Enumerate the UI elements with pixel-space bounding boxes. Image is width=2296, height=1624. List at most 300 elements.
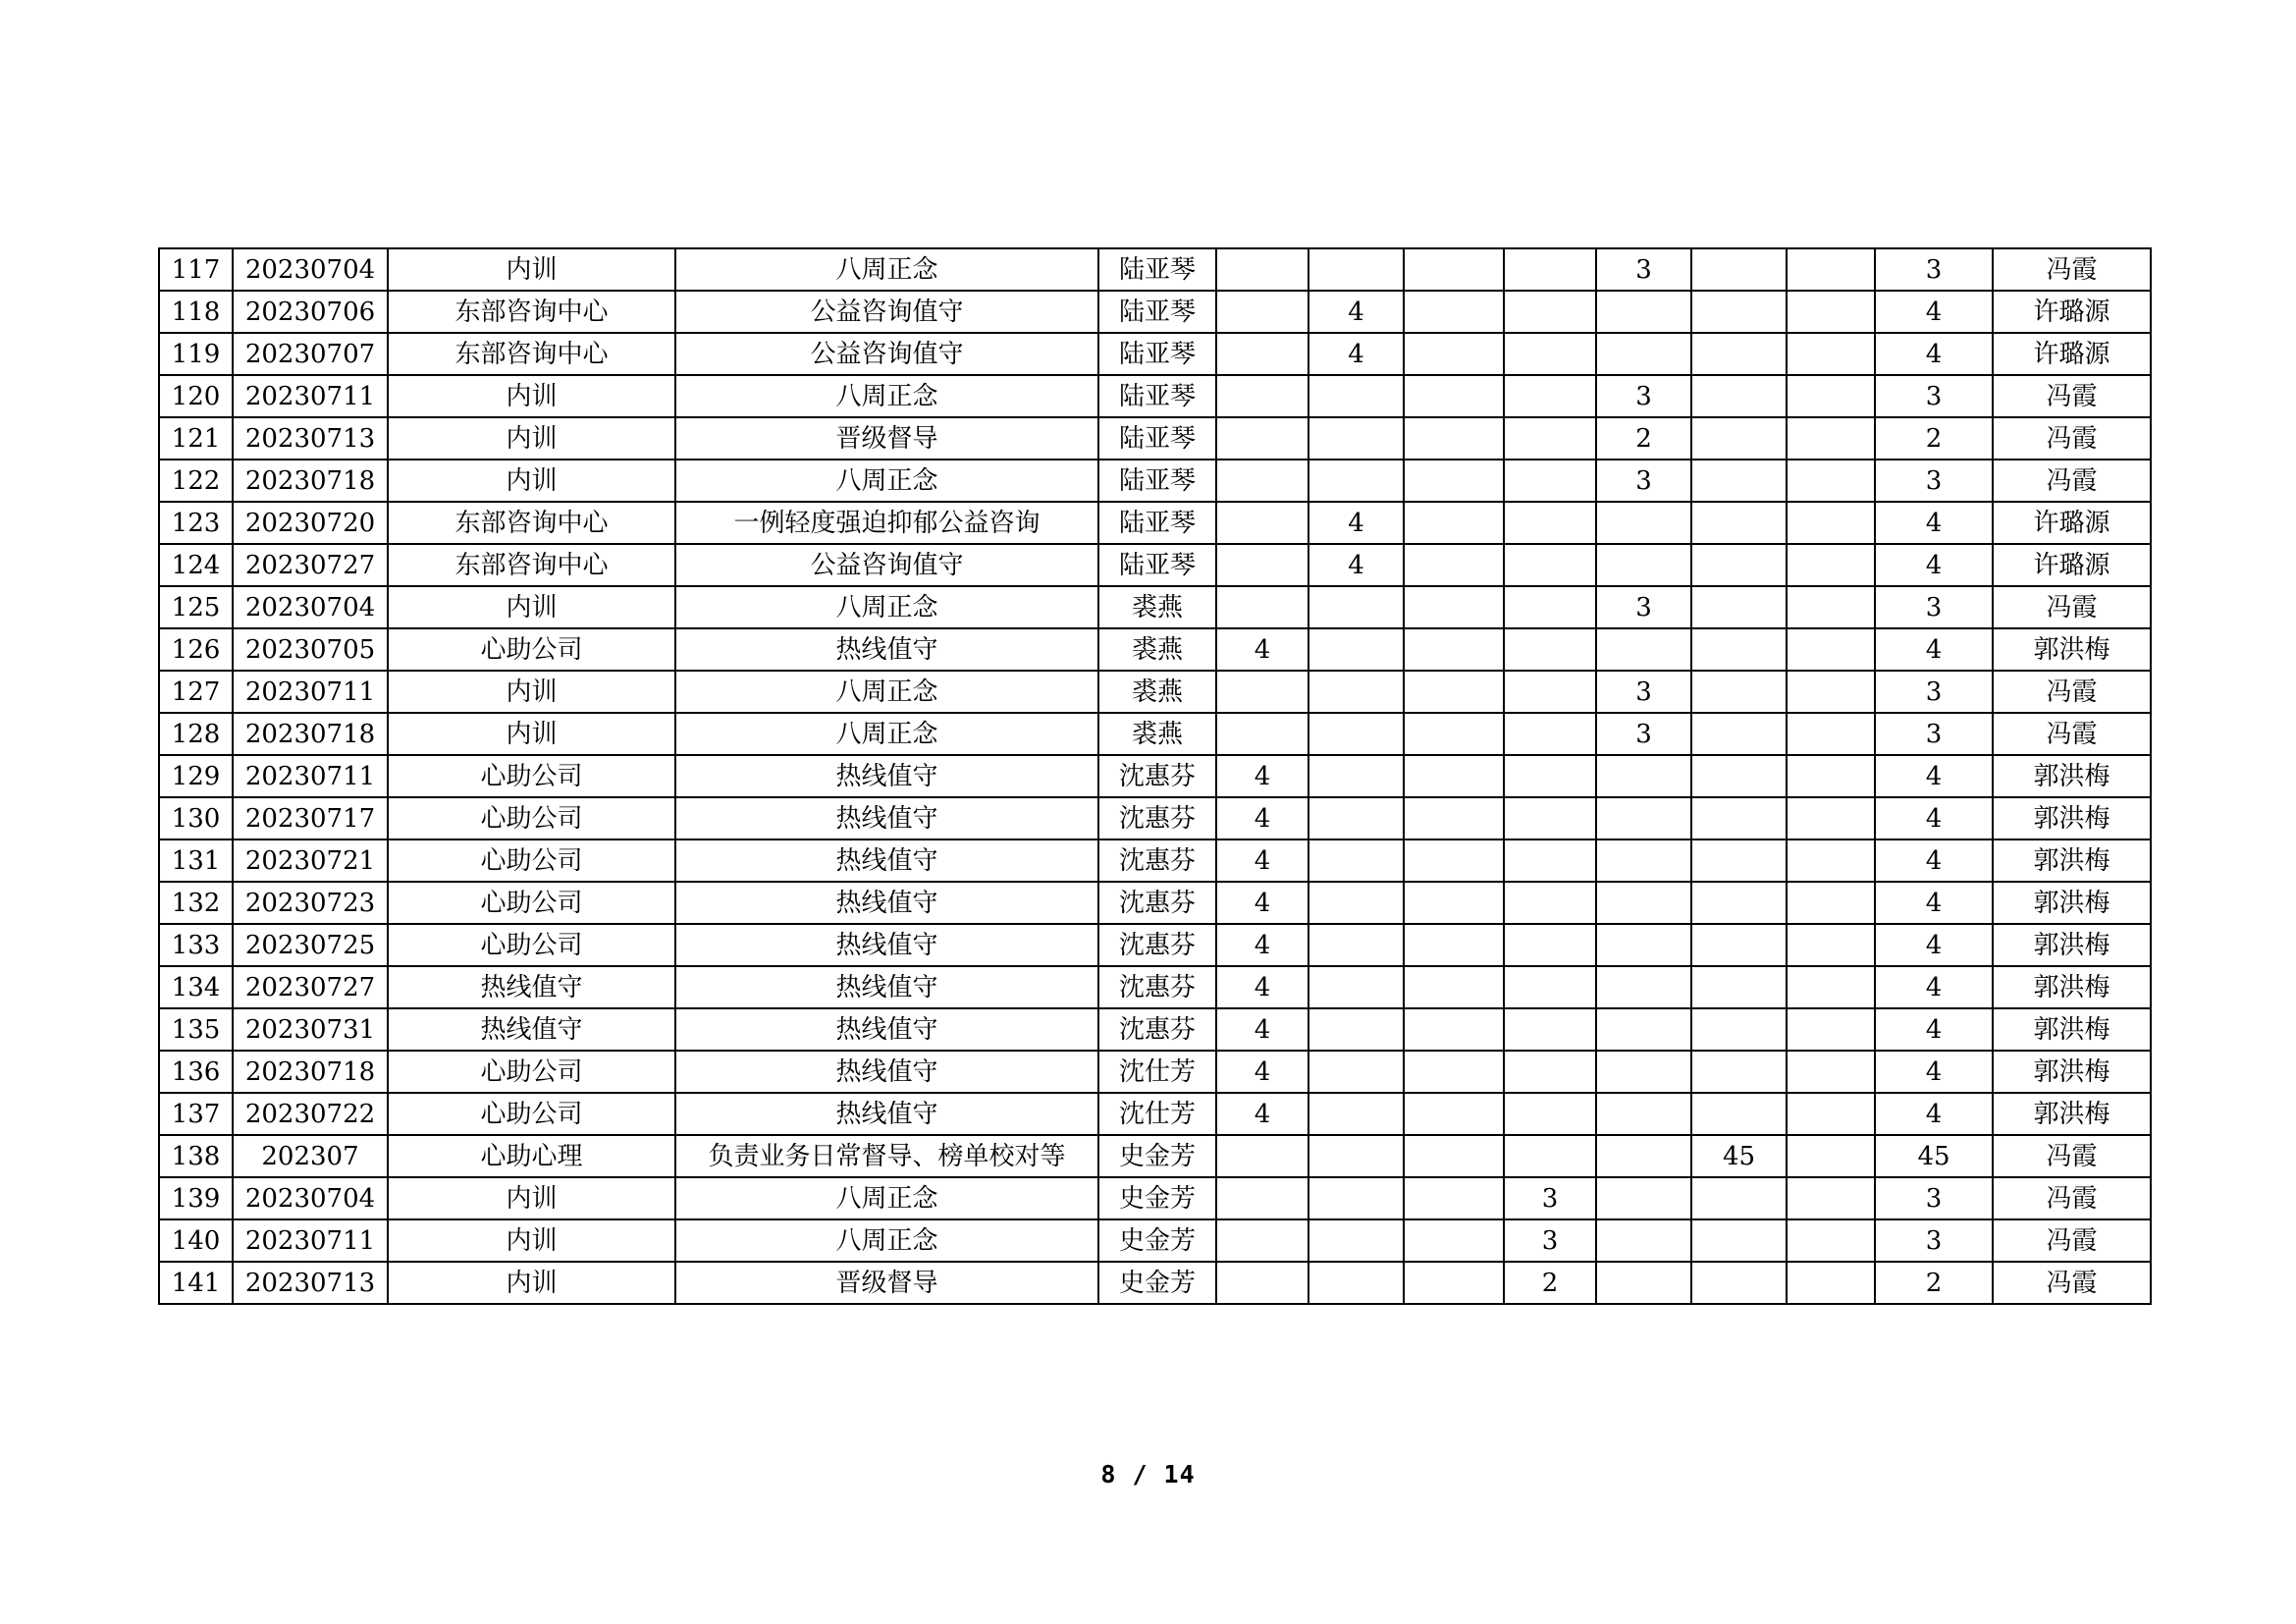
table-cell	[1308, 1093, 1404, 1135]
table-cell	[1216, 502, 1308, 544]
table-cell: 127	[159, 671, 233, 713]
table-cell: 沈仕芳	[1098, 1051, 1216, 1093]
table-cell: 史金芳	[1098, 1219, 1216, 1262]
table-cell: 3	[1875, 1177, 1993, 1219]
table-cell	[1404, 586, 1504, 628]
table-cell: 内训	[388, 460, 675, 502]
table-cell: 141	[159, 1262, 233, 1304]
table-cell: 郭洪梅	[1993, 882, 2151, 924]
table-cell: 内训	[388, 1262, 675, 1304]
table-row	[159, 1093, 2151, 1135]
table-cell	[1504, 671, 1596, 713]
table-cell	[1308, 248, 1404, 291]
table-cell: 20230707	[233, 333, 388, 375]
table-cell: 3	[1596, 375, 1691, 417]
table-cell: 126	[159, 628, 233, 671]
table-cell: 133	[159, 924, 233, 966]
table-cell: 冯霞	[1993, 248, 2151, 291]
table-cell	[1308, 1135, 1404, 1177]
table-cell: 心助公司	[388, 839, 675, 882]
table-cell: 许璐源	[1993, 502, 2151, 544]
table-cell: 4	[1875, 544, 1993, 586]
table-cell: 4	[1216, 1051, 1308, 1093]
table-row	[159, 1051, 2151, 1093]
table-cell: 热线值守	[675, 1093, 1098, 1135]
table-cell	[1596, 924, 1691, 966]
table-cell: 热线值守	[388, 966, 675, 1008]
table-cell: 陆亚琴	[1098, 375, 1216, 417]
table-cell: 3	[1875, 460, 1993, 502]
table-cell: 20230717	[233, 797, 388, 839]
table-cell	[1691, 839, 1787, 882]
table-cell	[1504, 544, 1596, 586]
table-cell: 八周正念	[675, 460, 1098, 502]
table-cell: 3	[1875, 248, 1993, 291]
table-cell: 3	[1504, 1177, 1596, 1219]
table-cell: 3	[1875, 375, 1993, 417]
table-cell: 3	[1596, 248, 1691, 291]
table-cell: 八周正念	[675, 375, 1098, 417]
table-cell: 冯霞	[1993, 375, 2151, 417]
table-cell	[1596, 839, 1691, 882]
table-cell: 2	[1875, 1262, 1993, 1304]
table-cell: 3	[1504, 1219, 1596, 1262]
table-cell: 陆亚琴	[1098, 417, 1216, 460]
table-cell	[1691, 628, 1787, 671]
table-cell	[1787, 797, 1875, 839]
table-cell: 4	[1875, 1093, 1993, 1135]
table-cell	[1787, 1051, 1875, 1093]
table-cell	[1596, 966, 1691, 1008]
table-cell	[1596, 333, 1691, 375]
table-cell	[1787, 628, 1875, 671]
table-cell	[1404, 1008, 1504, 1051]
table-cell	[1787, 417, 1875, 460]
table-cell: 4	[1216, 1008, 1308, 1051]
table-cell	[1691, 586, 1787, 628]
table-cell: 东部咨询中心	[388, 544, 675, 586]
table-cell	[1787, 839, 1875, 882]
table-row	[159, 966, 2151, 1008]
table-cell	[1308, 586, 1404, 628]
table-cell: 136	[159, 1051, 233, 1093]
table-cell: 八周正念	[675, 713, 1098, 755]
table-cell: 冯霞	[1993, 1177, 2151, 1219]
table-cell: 陆亚琴	[1098, 460, 1216, 502]
table-cell	[1787, 248, 1875, 291]
table-cell: 3	[1875, 586, 1993, 628]
table-cell: 心助心理	[388, 1135, 675, 1177]
table-cell: 4	[1875, 755, 1993, 797]
table-cell	[1216, 671, 1308, 713]
table-cell: 热线值守	[675, 924, 1098, 966]
table-cell	[1504, 839, 1596, 882]
table-cell	[1691, 882, 1787, 924]
table-cell	[1691, 1177, 1787, 1219]
table-cell	[1596, 291, 1691, 333]
table-cell: 4	[1308, 291, 1404, 333]
table-cell: 冯霞	[1993, 1135, 2151, 1177]
table-cell: 冯霞	[1993, 671, 2151, 713]
table-cell: 内训	[388, 713, 675, 755]
table-cell: 20230711	[233, 1219, 388, 1262]
table-cell: 4	[1308, 502, 1404, 544]
table-cell: 119	[159, 333, 233, 375]
table-cell: 公益咨询值守	[675, 544, 1098, 586]
table-cell: 20230731	[233, 1008, 388, 1051]
table-row	[159, 375, 2151, 417]
table-cell	[1404, 1177, 1504, 1219]
table-cell: 东部咨询中心	[388, 502, 675, 544]
table-cell	[1787, 502, 1875, 544]
table-cell	[1404, 839, 1504, 882]
table-cell	[1504, 924, 1596, 966]
table-cell: 3	[1875, 713, 1993, 755]
table-cell	[1504, 417, 1596, 460]
table-cell: 许璐源	[1993, 544, 2151, 586]
table-row	[159, 1135, 2151, 1177]
table-cell: 45	[1875, 1135, 1993, 1177]
table-cell	[1691, 671, 1787, 713]
table-cell: 沈惠芬	[1098, 1008, 1216, 1051]
table-cell: 20230718	[233, 1051, 388, 1093]
table-cell: 心助公司	[388, 924, 675, 966]
table-cell: 内训	[388, 586, 675, 628]
table-cell: 4	[1875, 839, 1993, 882]
table-cell: 公益咨询值守	[675, 291, 1098, 333]
table-cell: 4	[1875, 924, 1993, 966]
table-cell	[1216, 460, 1308, 502]
table-cell	[1787, 1008, 1875, 1051]
table-cell: 热线值守	[675, 966, 1098, 1008]
table-cell	[1691, 248, 1787, 291]
table-cell	[1787, 1135, 1875, 1177]
table-cell: 134	[159, 966, 233, 1008]
table-cell	[1308, 1051, 1404, 1093]
table-cell: 陆亚琴	[1098, 502, 1216, 544]
table-cell	[1404, 713, 1504, 755]
table-cell: 4	[1875, 1051, 1993, 1093]
table-cell: 内训	[388, 1177, 675, 1219]
table-cell: 郭洪梅	[1993, 755, 2151, 797]
table-cell	[1787, 333, 1875, 375]
table-cell: 4	[1875, 882, 1993, 924]
table-cell	[1691, 460, 1787, 502]
table-cell	[1404, 460, 1504, 502]
table-cell	[1504, 966, 1596, 1008]
table-cell: 20230706	[233, 291, 388, 333]
table-cell: 132	[159, 882, 233, 924]
table-cell	[1216, 375, 1308, 417]
table-cell: 热线值守	[675, 1008, 1098, 1051]
table-cell	[1596, 882, 1691, 924]
table-row	[159, 628, 2151, 671]
table-cell: 沈惠芬	[1098, 755, 1216, 797]
table-cell: 冯霞	[1993, 417, 2151, 460]
table-cell	[1404, 628, 1504, 671]
table-cell: 郭洪梅	[1993, 1093, 2151, 1135]
table-cell	[1787, 966, 1875, 1008]
table-cell	[1404, 1262, 1504, 1304]
table-row	[159, 755, 2151, 797]
table-row	[159, 502, 2151, 544]
table-cell	[1787, 924, 1875, 966]
table-cell: 2	[1875, 417, 1993, 460]
table-cell	[1308, 1177, 1404, 1219]
table-cell	[1216, 1262, 1308, 1304]
table-cell: 3	[1596, 586, 1691, 628]
table-cell: 内训	[388, 671, 675, 713]
table-cell	[1596, 755, 1691, 797]
table-cell	[1691, 966, 1787, 1008]
table-cell: 八周正念	[675, 1177, 1098, 1219]
table-cell: 122	[159, 460, 233, 502]
table-cell: 4	[1216, 1093, 1308, 1135]
table-cell: 20230713	[233, 417, 388, 460]
table-cell	[1308, 671, 1404, 713]
table-cell	[1691, 1262, 1787, 1304]
table-row	[159, 586, 2151, 628]
table-cell	[1404, 1135, 1504, 1177]
table-cell: 123	[159, 502, 233, 544]
table-cell: 4	[1875, 1008, 1993, 1051]
table-cell	[1216, 713, 1308, 755]
table-cell: 138	[159, 1135, 233, 1177]
table-cell: 4	[1216, 628, 1308, 671]
table-row	[159, 1008, 2151, 1051]
table-row	[159, 291, 2151, 333]
table-cell: 心助公司	[388, 1051, 675, 1093]
table-row	[159, 1177, 2151, 1219]
table-cell	[1404, 1219, 1504, 1262]
table-cell: 4	[1875, 966, 1993, 1008]
table-cell	[1216, 248, 1308, 291]
table-cell: 郭洪梅	[1993, 924, 2151, 966]
table-cell: 137	[159, 1093, 233, 1135]
table-cell: 20230727	[233, 966, 388, 1008]
table-cell	[1504, 333, 1596, 375]
table-cell	[1308, 839, 1404, 882]
table-cell: 125	[159, 586, 233, 628]
table-cell: 129	[159, 755, 233, 797]
table-row	[159, 333, 2151, 375]
table-cell: 冯霞	[1993, 1219, 2151, 1262]
table-cell	[1504, 291, 1596, 333]
table-cell	[1691, 1093, 1787, 1135]
table-cell: 121	[159, 417, 233, 460]
table-cell	[1216, 417, 1308, 460]
table-cell: 东部咨询中心	[388, 333, 675, 375]
table-cell: 20230704	[233, 1177, 388, 1219]
table-cell: 冯霞	[1993, 460, 2151, 502]
table-cell	[1787, 460, 1875, 502]
table-cell: 郭洪梅	[1993, 839, 2151, 882]
table-cell: 心助公司	[388, 755, 675, 797]
table-cell: 内训	[388, 375, 675, 417]
table-cell	[1504, 248, 1596, 291]
table-row	[159, 882, 2151, 924]
table-cell: 心助公司	[388, 882, 675, 924]
table-cell	[1691, 1219, 1787, 1262]
table-cell	[1404, 248, 1504, 291]
table-cell: 裘燕	[1098, 628, 1216, 671]
table-cell	[1596, 1135, 1691, 1177]
table-cell	[1308, 628, 1404, 671]
table-cell: 郭洪梅	[1993, 628, 2151, 671]
table-cell	[1787, 755, 1875, 797]
table-cell	[1504, 882, 1596, 924]
table-cell	[1691, 291, 1787, 333]
table-cell: 许璐源	[1993, 333, 2151, 375]
table-cell: 2	[1504, 1262, 1596, 1304]
table-cell	[1504, 713, 1596, 755]
table-cell	[1691, 375, 1787, 417]
table-cell	[1787, 1093, 1875, 1135]
table-cell: 史金芳	[1098, 1177, 1216, 1219]
table-cell: 八周正念	[675, 1219, 1098, 1262]
table-cell	[1787, 291, 1875, 333]
table-cell: 20230711	[233, 375, 388, 417]
table-cell: 20230704	[233, 248, 388, 291]
table-cell	[1404, 375, 1504, 417]
table-cell: 热线值守	[675, 755, 1098, 797]
table-cell	[1308, 375, 1404, 417]
table-cell: 124	[159, 544, 233, 586]
table-cell	[1787, 375, 1875, 417]
table-cell: 八周正念	[675, 586, 1098, 628]
table-cell: 陆亚琴	[1098, 333, 1216, 375]
table-cell	[1504, 628, 1596, 671]
table-cell: 4	[1875, 628, 1993, 671]
table-cell	[1216, 291, 1308, 333]
table-cell	[1404, 924, 1504, 966]
table-cell: 4	[1308, 544, 1404, 586]
table-cell	[1504, 1008, 1596, 1051]
table-cell: 郭洪梅	[1993, 966, 2151, 1008]
table-cell: 131	[159, 839, 233, 882]
table-cell: 4	[1875, 797, 1993, 839]
table-cell: 郭洪梅	[1993, 1051, 2151, 1093]
table-row	[159, 1219, 2151, 1262]
table-cell: 郭洪梅	[1993, 797, 2151, 839]
table-cell	[1504, 797, 1596, 839]
table-cell: 4	[1875, 502, 1993, 544]
table-cell	[1404, 1093, 1504, 1135]
table-cell	[1596, 1008, 1691, 1051]
table-cell: 20230704	[233, 586, 388, 628]
table-cell	[1596, 1093, 1691, 1135]
table-cell	[1308, 966, 1404, 1008]
table-cell: 东部咨询中心	[388, 291, 675, 333]
table-cell	[1691, 417, 1787, 460]
table-cell: 史金芳	[1098, 1135, 1216, 1177]
table-row	[159, 248, 2151, 291]
table-cell: 128	[159, 713, 233, 755]
table-cell: 20230713	[233, 1262, 388, 1304]
table-cell: 沈仕芳	[1098, 1093, 1216, 1135]
table-cell	[1596, 1177, 1691, 1219]
table-cell: 热线值守	[388, 1008, 675, 1051]
table-cell: 负责业务日常督导、榜单校对等	[675, 1135, 1098, 1177]
table-cell: 20230718	[233, 460, 388, 502]
records-table	[158, 247, 2152, 1305]
table-cell	[1504, 460, 1596, 502]
table-cell	[1691, 1008, 1787, 1051]
table-row	[159, 544, 2151, 586]
table-cell: 3	[1596, 713, 1691, 755]
table-cell	[1596, 1219, 1691, 1262]
table-cell: 陆亚琴	[1098, 544, 1216, 586]
table-cell	[1404, 333, 1504, 375]
table-row	[159, 797, 2151, 839]
table-cell: 4	[1216, 924, 1308, 966]
table-cell: 20230720	[233, 502, 388, 544]
table-cell	[1596, 797, 1691, 839]
table-cell: 八周正念	[675, 671, 1098, 713]
table-cell	[1504, 755, 1596, 797]
table-cell	[1691, 502, 1787, 544]
table-cell	[1216, 333, 1308, 375]
table-cell: 140	[159, 1219, 233, 1262]
table-cell	[1404, 544, 1504, 586]
table-cell: 冯霞	[1993, 1262, 2151, 1304]
table-cell: 135	[159, 1008, 233, 1051]
table-cell: 2	[1596, 417, 1691, 460]
table-cell: 202307	[233, 1135, 388, 1177]
table-cell	[1308, 460, 1404, 502]
table-cell: 公益咨询值守	[675, 333, 1098, 375]
table-cell	[1504, 1135, 1596, 1177]
table-cell	[1691, 755, 1787, 797]
table-cell	[1691, 544, 1787, 586]
table-cell	[1787, 1177, 1875, 1219]
table-cell: 20230722	[233, 1093, 388, 1135]
table-cell: 心助公司	[388, 1093, 675, 1135]
table-cell	[1216, 544, 1308, 586]
table-cell	[1787, 882, 1875, 924]
table-cell: 118	[159, 291, 233, 333]
table-cell: 热线值守	[675, 839, 1098, 882]
table-cell: 4	[1216, 839, 1308, 882]
table-cell: 冯霞	[1993, 586, 2151, 628]
table-row	[159, 713, 2151, 755]
table-cell	[1596, 502, 1691, 544]
table-cell	[1787, 1262, 1875, 1304]
table-cell	[1216, 586, 1308, 628]
table-cell: 117	[159, 248, 233, 291]
table-cell: 热线值守	[675, 1051, 1098, 1093]
table-cell: 热线值守	[675, 797, 1098, 839]
table-cell: 沈惠芬	[1098, 882, 1216, 924]
table-cell: 20230711	[233, 755, 388, 797]
table-cell	[1504, 586, 1596, 628]
table-cell	[1787, 1219, 1875, 1262]
table-cell: 20230723	[233, 882, 388, 924]
table-row	[159, 460, 2151, 502]
table-cell: 裘燕	[1098, 586, 1216, 628]
table-cell: 沈惠芬	[1098, 839, 1216, 882]
table-cell	[1596, 1051, 1691, 1093]
table-cell	[1308, 797, 1404, 839]
table-cell	[1404, 755, 1504, 797]
table-cell: 热线值守	[675, 882, 1098, 924]
table-cell: 4	[1875, 333, 1993, 375]
table-cell: 心助公司	[388, 628, 675, 671]
table-cell	[1691, 1051, 1787, 1093]
table-cell	[1691, 797, 1787, 839]
table-cell: 20230718	[233, 713, 388, 755]
table-cell: 热线值守	[675, 628, 1098, 671]
